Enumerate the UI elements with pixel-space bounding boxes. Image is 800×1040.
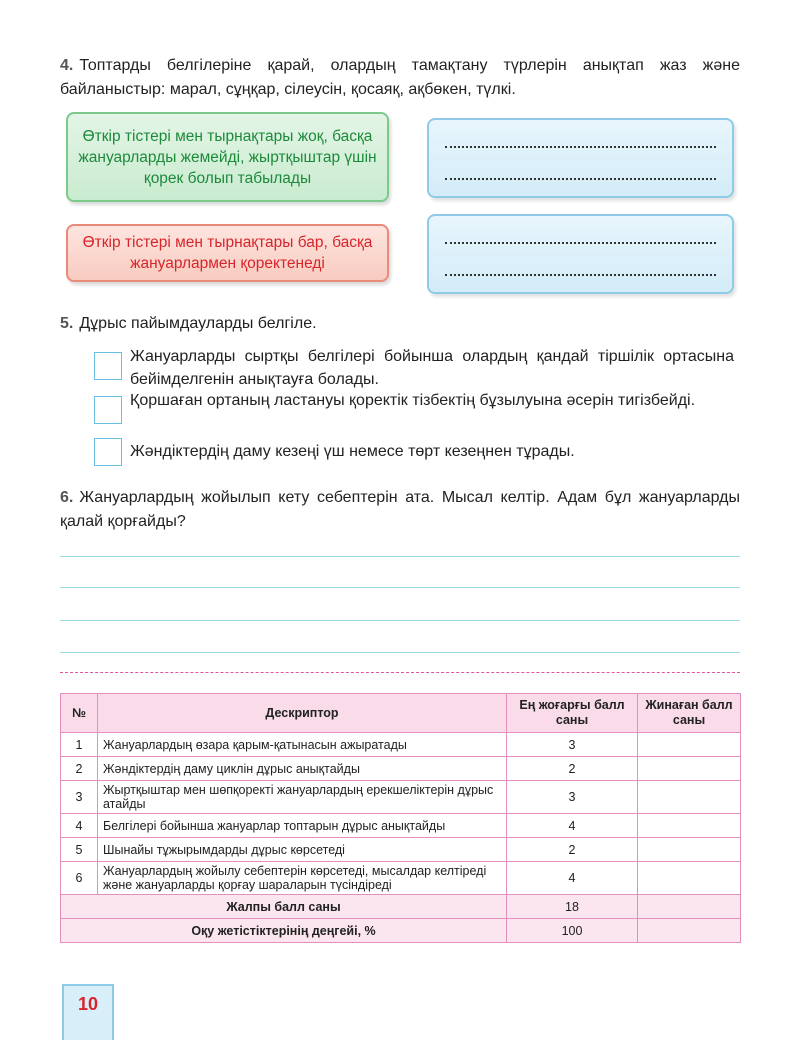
question-5 xyxy=(60,312,740,336)
cut-divider xyxy=(60,672,740,673)
total-max-score: 18 xyxy=(507,895,638,919)
page-number-tab xyxy=(62,984,114,1040)
herbivore-description-text: Өткір тістері мен тырнақтары жоқ, басқа жануарларды жемейді, жыртқыштар үшін қорек болып табылады xyxy=(78,127,377,187)
row-earned-score-cell[interactable] xyxy=(638,781,741,814)
question-6-text: Жануарлардың жойылып кету себептерін ата. Мысал келтір. Адам бұл жануарларды қалай қорғайды? xyxy=(60,489,740,530)
herbivore-description-box xyxy=(66,112,389,202)
row-earned-score-cell[interactable] xyxy=(638,733,741,757)
answer-line[interactable] xyxy=(445,178,716,180)
row-max-score: 2 xyxy=(507,757,638,781)
row-number: 3 xyxy=(61,781,98,814)
level-earned-cell[interactable] xyxy=(638,919,741,943)
answer-line[interactable] xyxy=(445,146,716,148)
rubric-header-row xyxy=(61,694,741,733)
row-number: 5 xyxy=(61,838,98,862)
level-label: Оқу жетістіктерінің деңгейі, % xyxy=(61,919,507,943)
row-descriptor: Жануарлардың өзара қарым-қатынасын ажыратады xyxy=(98,733,507,757)
row-number: 6 xyxy=(61,862,98,895)
row-max-score: 4 xyxy=(507,862,638,895)
row-max-score: 4 xyxy=(507,814,638,838)
row-descriptor: Белгілері бойынша жануарлар топтарын дұрыс анықтайды xyxy=(98,814,507,838)
header-descriptor: Дескриптор xyxy=(98,694,507,733)
statement-checkbox-2[interactable] xyxy=(94,396,122,424)
writing-line[interactable] xyxy=(60,587,740,588)
writing-line[interactable] xyxy=(60,620,740,621)
header-number: № xyxy=(61,694,98,733)
table-row xyxy=(61,757,741,781)
statement-1: Жануарларды сыртқы белгілері бойынша олардың қандай тіршілік ортасына бейімделгенін анықтауға болады. xyxy=(130,348,734,388)
statement-2: Қоршаған ортаның ластануы қоректік тізбектің бұзылуына әсерін тигізбейді. xyxy=(130,392,696,409)
row-earned-score-cell[interactable] xyxy=(638,838,741,862)
predator-description-box xyxy=(66,224,389,282)
predator-description-text: Өткір тістері мен тырнақтары бар, басқа жануарлармен қоректенеді xyxy=(82,234,373,272)
table-row xyxy=(61,814,741,838)
table-row xyxy=(61,862,741,895)
table-row xyxy=(61,781,741,814)
question-4-number: 4. xyxy=(60,57,74,74)
row-number: 2 xyxy=(61,757,98,781)
total-label: Жалпы балл саны xyxy=(61,895,507,919)
row-earned-score-cell[interactable] xyxy=(638,814,741,838)
row-number: 4 xyxy=(61,814,98,838)
question-6-number: 6. xyxy=(60,489,74,506)
table-row xyxy=(61,733,741,757)
row-number: 1 xyxy=(61,733,98,757)
statement-checkbox-3[interactable] xyxy=(94,438,122,466)
row-max-score: 2 xyxy=(507,838,638,862)
level-value: 100 xyxy=(507,919,638,943)
question-5-number: 5. xyxy=(60,315,74,332)
row-descriptor: Жыртқыштар мен шөпқоректі жануарлардың ерекшеліктерін дұрыс атайды xyxy=(98,781,507,814)
row-descriptor: Шынайы тұжырымдарды дұрыс көрсетеді xyxy=(98,838,507,862)
answer-box-predators[interactable] xyxy=(427,214,734,294)
header-max-score: Ең жоғарғы балл саны xyxy=(507,694,638,733)
question-4 xyxy=(60,54,740,102)
page-number: 10 xyxy=(77,994,99,1014)
total-row xyxy=(61,895,741,919)
question-6 xyxy=(60,486,740,534)
answer-box-herbivores[interactable] xyxy=(427,118,734,198)
answer-line[interactable] xyxy=(445,242,716,244)
row-earned-score-cell[interactable] xyxy=(638,862,741,895)
level-row xyxy=(61,919,741,943)
writing-line[interactable] xyxy=(60,556,740,557)
row-descriptor: Жануарлардың жойылу себептерін көрсетеді, мысалдар келтіреді және жануарларды қорғау шараларын түсіндіреді xyxy=(98,862,507,895)
statement-checkbox-1[interactable] xyxy=(94,352,122,380)
question-5-text: Дұрыс пайымдауларды белгіле. xyxy=(79,315,317,332)
row-descriptor: Жәндіктердің даму циклін дұрыс анықтайды xyxy=(98,757,507,781)
row-max-score: 3 xyxy=(507,781,638,814)
question-4-text: Топтарды белгілеріне қарай, олардың тамақтану түрлерін анықтап жаз және байланыстыр: марал, сұңқар, сілеусін, қосаяқ, ақбөкен, түлкі. xyxy=(60,57,740,98)
statement-3: Жәндіктердің даму кезеңі үш немесе төрт кезеңнен тұрады. xyxy=(130,443,575,460)
header-earned-score: Жинаған балл саны xyxy=(638,694,741,733)
assessment-rubric-table xyxy=(60,693,741,943)
writing-line[interactable] xyxy=(60,652,740,653)
row-max-score: 3 xyxy=(507,733,638,757)
answer-line[interactable] xyxy=(445,274,716,276)
table-row xyxy=(61,838,741,862)
total-earned-score-cell[interactable] xyxy=(638,895,741,919)
row-earned-score-cell[interactable] xyxy=(638,757,741,781)
